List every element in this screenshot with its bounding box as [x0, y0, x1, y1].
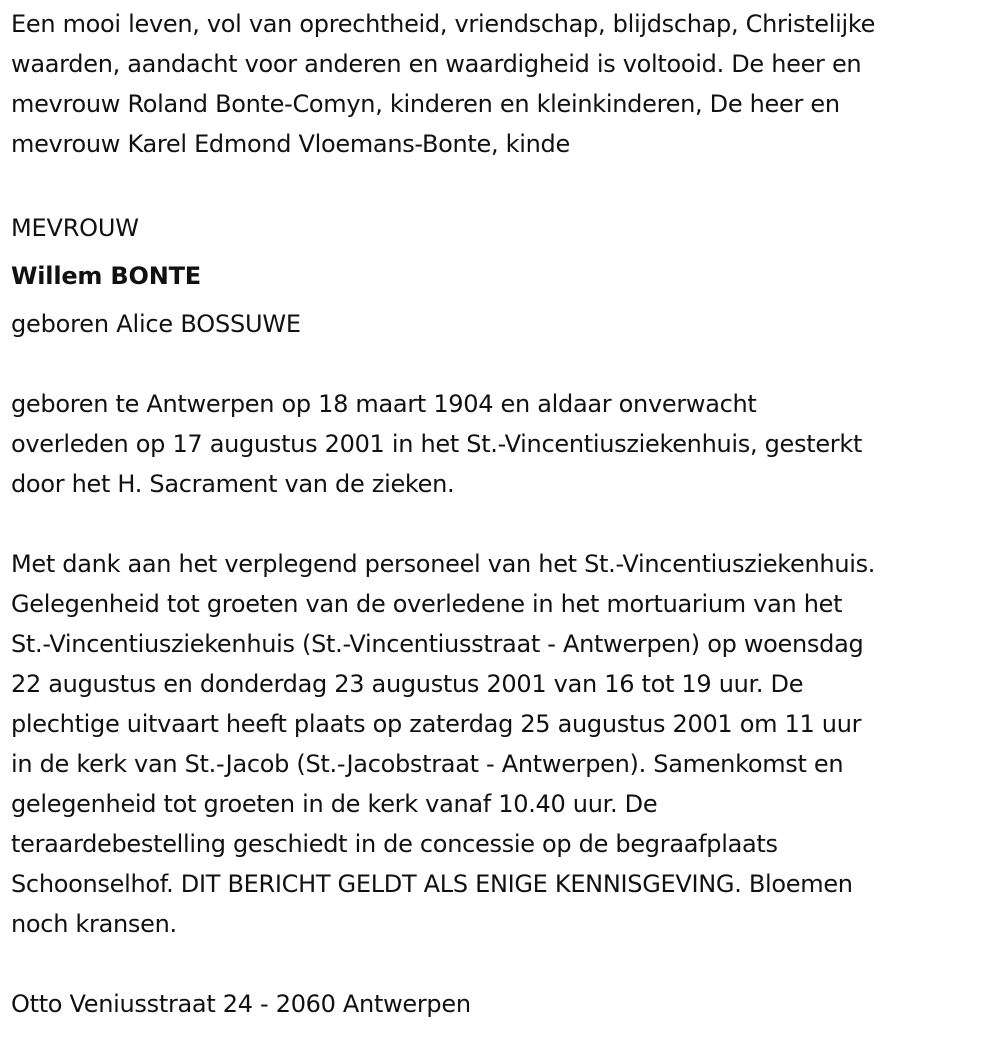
birth-death-line: overleden op 17 augustus 2001 in het St.-Vincentiusziekenhuis, gesterkt: [11, 430, 863, 458]
intro-line: Een mooi leven, vol van oprechtheid, vriendschap, blijdschap, Christelijke: [11, 10, 876, 38]
intro-line: waarden, aandacht voor anderen en waardigheid is voltooid. De heer en: [11, 50, 862, 78]
birth-death-paragraph: [11, 384, 1000, 504]
details-line: in de kerk van St.-Jacob (St.-Jacobstraat - Antwerpen). Samenkomst en: [11, 750, 844, 778]
details-line: noch kransen.: [11, 910, 177, 938]
deceased-name: Willem BONTE: [11, 262, 201, 290]
details-line: gelegenheid tot groeten in de kerk vanaf 10.40 uur. De: [11, 790, 658, 818]
address-line: Otto Veniusstraat 24 - 2060 Antwerpen: [11, 990, 471, 1018]
birth-death-line: geboren te Antwerpen op 18 maart 1904 en aldaar onverwacht: [11, 390, 757, 418]
paragraph-spacer: [11, 504, 1000, 544]
intro-paragraph: [11, 4, 1000, 164]
paragraph-spacer: [11, 348, 1000, 384]
paragraph-spacer: [11, 944, 1000, 984]
details-line: plechtige uitvaart heeft plaats op zaterdag 25 augustus 2001 om 11 uur: [11, 710, 862, 738]
details-line: Schoonselhof. DIT BERICHT GELDT ALS ENIGE KENNISGEVING. Bloemen: [11, 870, 853, 898]
birth-death-line: door het H. Sacrament van de zieken.: [11, 470, 455, 498]
deceased-title: MEVROUW: [11, 214, 139, 242]
details-line: 22 augustus en donderdag 23 augustus 2001 van 16 tot 19 uur. De: [11, 670, 804, 698]
details-paragraph: [11, 544, 1000, 944]
details-line: St.-Vincentiusziekenhuis (St.-Vincentiusstraat - Antwerpen) op woensdag: [11, 630, 864, 658]
intro-line: mevrouw Roland Bonte-Comyn, kinderen en kleinkinderen, De heer en: [11, 90, 840, 118]
address-paragraph: [11, 984, 1000, 1024]
details-line: Gelegenheid tot groeten van de overledene in het mortuarium van het: [11, 590, 843, 618]
paragraph-spacer: [11, 164, 1000, 204]
intro-line: mevrouw Karel Edmond Vloemans-Bonte, kinde: [11, 130, 570, 158]
details-line: teraardebestelling geschiedt in de concessie op de begraafplaats: [11, 830, 778, 858]
deceased-born-name: geboren Alice BOSSUWE: [11, 310, 301, 338]
details-line: Met dank aan het verplegend personeel van het St.-Vincentiusziekenhuis.: [11, 550, 876, 578]
